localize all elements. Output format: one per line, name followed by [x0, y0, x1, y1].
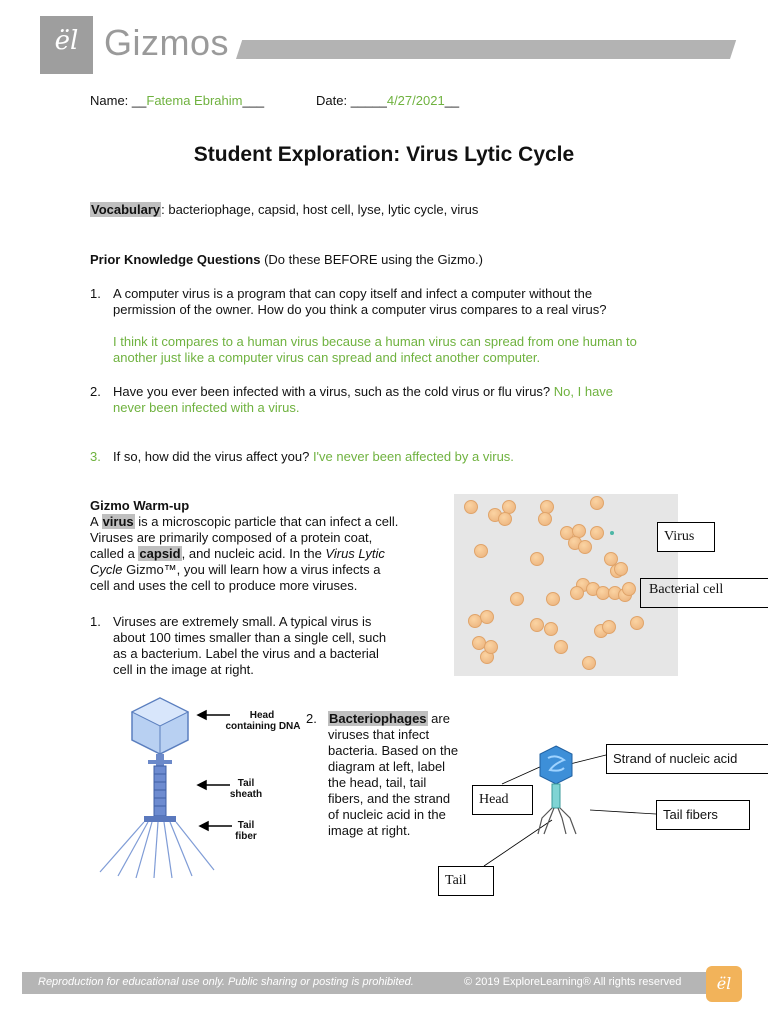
phage-collar-ring: [148, 760, 172, 764]
footer-copyright: © 2019 ExploreLearning® All rights reserved: [464, 976, 682, 988]
warmup-q1-line-1: Viruses are extremely small. A typical virus is: [113, 614, 372, 629]
bacterial-cell-label-box: [640, 578, 768, 608]
answer-1-line-1: I think it compares to a human virus because a human virus can spread from one human to: [113, 334, 637, 349]
tail-sheath-label: [226, 778, 266, 800]
date-value: 4/27/2021: [386, 93, 445, 108]
warmup-paragraph: [90, 514, 430, 594]
bacterial-cell: [630, 616, 644, 630]
strand-label-box[interactable]: Strand of nucleic acid: [606, 744, 768, 774]
head-label-line-1: Head: [249, 710, 275, 721]
fiber-label-line-2: fiber: [235, 831, 257, 842]
gizmo-name: Virus Lytic: [325, 546, 385, 561]
gizmo-name-2: Cycle: [90, 562, 123, 577]
question-3-text: If so, how did the virus affect you?: [113, 449, 313, 464]
question-3-number: 3.: [90, 449, 101, 464]
phage-sheath-icon: [154, 766, 166, 816]
warmup-q1-line-4: cell in the image at right.: [113, 662, 254, 677]
q2-line-4: diagram at left, label: [328, 759, 446, 774]
bacterial-cell: [602, 620, 616, 634]
phage-fibers-icon: [100, 822, 214, 878]
warmup-heading: Gizmo Warm-up: [90, 498, 190, 513]
virus-particle: [610, 531, 614, 535]
bacterial-cell: [474, 544, 488, 558]
gizmos-logo: [40, 16, 93, 74]
bacterial-cell: [622, 582, 636, 596]
bacterial-cell: [614, 562, 628, 576]
answer-1: [113, 334, 637, 366]
phage-head-icon: [132, 698, 188, 754]
footer-el-logo-icon: ël: [706, 966, 742, 1002]
phage-tail-small-icon: [552, 784, 560, 808]
bacterial-cell: [582, 656, 596, 670]
warmup-text-d: , and nucleic acid. In the: [181, 546, 326, 561]
brand-title: Gizmos: [104, 22, 230, 63]
bacterial-cell: [530, 552, 544, 566]
bacterial-cell: [538, 512, 552, 526]
bacterial-cell: [590, 496, 604, 510]
phage-fibers-small-icon: [538, 808, 576, 834]
prior-knowledge-note: (Do these BEFORE using the Gizmo.): [260, 252, 483, 267]
bacterial-cell: [530, 618, 544, 632]
name-line: [90, 93, 264, 109]
prior-knowledge-heading-line: [90, 252, 483, 268]
bacterial-cell: [480, 610, 494, 624]
vocabulary-terms: : bacteriophage, capsid, host cell, lyse, lytic cycle, virus: [161, 202, 479, 217]
date-underline-post: __: [444, 93, 460, 108]
head-label-box[interactable]: Head: [472, 785, 533, 815]
name-underline-post: ___: [242, 93, 265, 108]
phage-head-small-icon: [540, 746, 572, 784]
bacterial-cell: [554, 640, 568, 654]
bacterial-cell: [510, 592, 524, 606]
bacterial-cell: [544, 622, 558, 636]
footer-bar: [22, 972, 716, 994]
name-label: Name:: [90, 93, 132, 108]
term-virus: virus: [102, 514, 134, 529]
q2-line-5: the head, tail, tail: [328, 775, 427, 790]
q2-text-a: are: [427, 711, 450, 726]
header-bar: [236, 40, 736, 59]
bacterial-cell: [590, 526, 604, 540]
q2-line-3: bacteria. Based on the: [328, 743, 459, 758]
question-1: [113, 286, 607, 318]
question-2-text: Have you ever been infected with a virus, such as the cold virus or flu virus?: [113, 384, 554, 399]
tail-label-box[interactable]: Tail: [438, 866, 494, 896]
warmup-text-c: called a: [90, 546, 139, 561]
head-label-line-2: containing DNA: [225, 721, 301, 732]
question-1-line-2: permission of the owner. How do you think a computer virus compares to a real virus?: [113, 302, 607, 317]
term-bacteriophages: Bacteriophages: [329, 711, 427, 726]
question-1-number: 1.: [90, 286, 101, 301]
sheath-label-line-1: Tail: [237, 778, 255, 789]
prior-knowledge-heading: Prior Knowledge Questions: [90, 252, 261, 267]
bacterial-cell: [464, 500, 478, 514]
warmup-line-5: cell and uses the cell to produce more viruses.: [90, 578, 358, 593]
date-line: [316, 93, 459, 109]
warmup-text-a: A: [90, 514, 102, 529]
tail-fibers-label-box[interactable]: Tail fibers: [656, 800, 750, 830]
warmup-question-2-number: 2.: [306, 711, 317, 726]
bacterial-cell: [484, 640, 498, 654]
question-3: [113, 449, 514, 465]
term-capsid: capsid: [139, 546, 181, 561]
warmup-q1-line-3: as a bacterium. Label the virus and a bacterial: [113, 646, 379, 661]
el-logo-icon: ël: [54, 26, 79, 56]
name-underline-pre: __: [131, 93, 147, 108]
warmup-text-b: is a microscopic particle that can infect a cell.: [134, 514, 399, 529]
q2-line-8: image at right.: [328, 823, 411, 838]
question-2: [113, 384, 613, 416]
bacterial-cell: [570, 586, 584, 600]
page-title: Student Exploration: Virus Lytic Cycle: [193, 143, 575, 166]
warmup-text-e: Gizmo™, you will learn how a virus infects a: [122, 562, 381, 577]
name-value: Fatema Ebrahim: [146, 93, 243, 108]
q2-line-7: of nucleic acid in the: [328, 807, 446, 822]
answer-2-part-1: No, I have: [553, 384, 614, 399]
question-1-line-1: A computer virus is a program that can copy itself and infect a computer without the: [113, 286, 593, 301]
vocabulary-label: Vocabulary: [91, 202, 161, 217]
answer-2-part-2: never been infected with a virus.: [113, 400, 300, 415]
bacterial-cell-label[interactable]: Bacterial cell: [649, 582, 724, 597]
vocabulary-line: [90, 202, 478, 218]
bacterial-cell: [546, 592, 560, 606]
sheath-label-line-2: sheath: [229, 789, 263, 800]
warmup-line-2: Viruses are primarily composed of a protein coat,: [90, 530, 373, 545]
warmup-question-1: [113, 614, 386, 678]
tail-fiber-label: [226, 820, 266, 842]
head-label: [225, 710, 301, 732]
q2-line-2: viruses that infect: [328, 727, 430, 742]
question-2-number: 2.: [90, 384, 101, 399]
q2-line-6: fibers, and the strand: [328, 791, 451, 806]
fiber-label-line-1: Tail: [237, 820, 255, 831]
warmup-question-1-number: 1.: [90, 614, 101, 629]
answer-3: I've never been affected by a virus.: [312, 449, 514, 464]
footer-reproduction-note: Reproduction for educational use only. Public sharing or posting is prohibited.: [38, 976, 414, 988]
phage-baseplate-icon: [144, 816, 176, 822]
virus-label-box[interactable]: Virus: [657, 522, 715, 552]
date-underline-pre: _____: [350, 93, 387, 108]
date-label: Date:: [316, 93, 351, 108]
answer-1-line-2: another just like a computer virus can spread and infect another computer.: [113, 350, 541, 365]
bacterial-cell: [578, 540, 592, 554]
warmup-q1-line-2: about 100 times smaller than a single cell, such: [113, 630, 387, 645]
bacterial-cell: [498, 512, 512, 526]
